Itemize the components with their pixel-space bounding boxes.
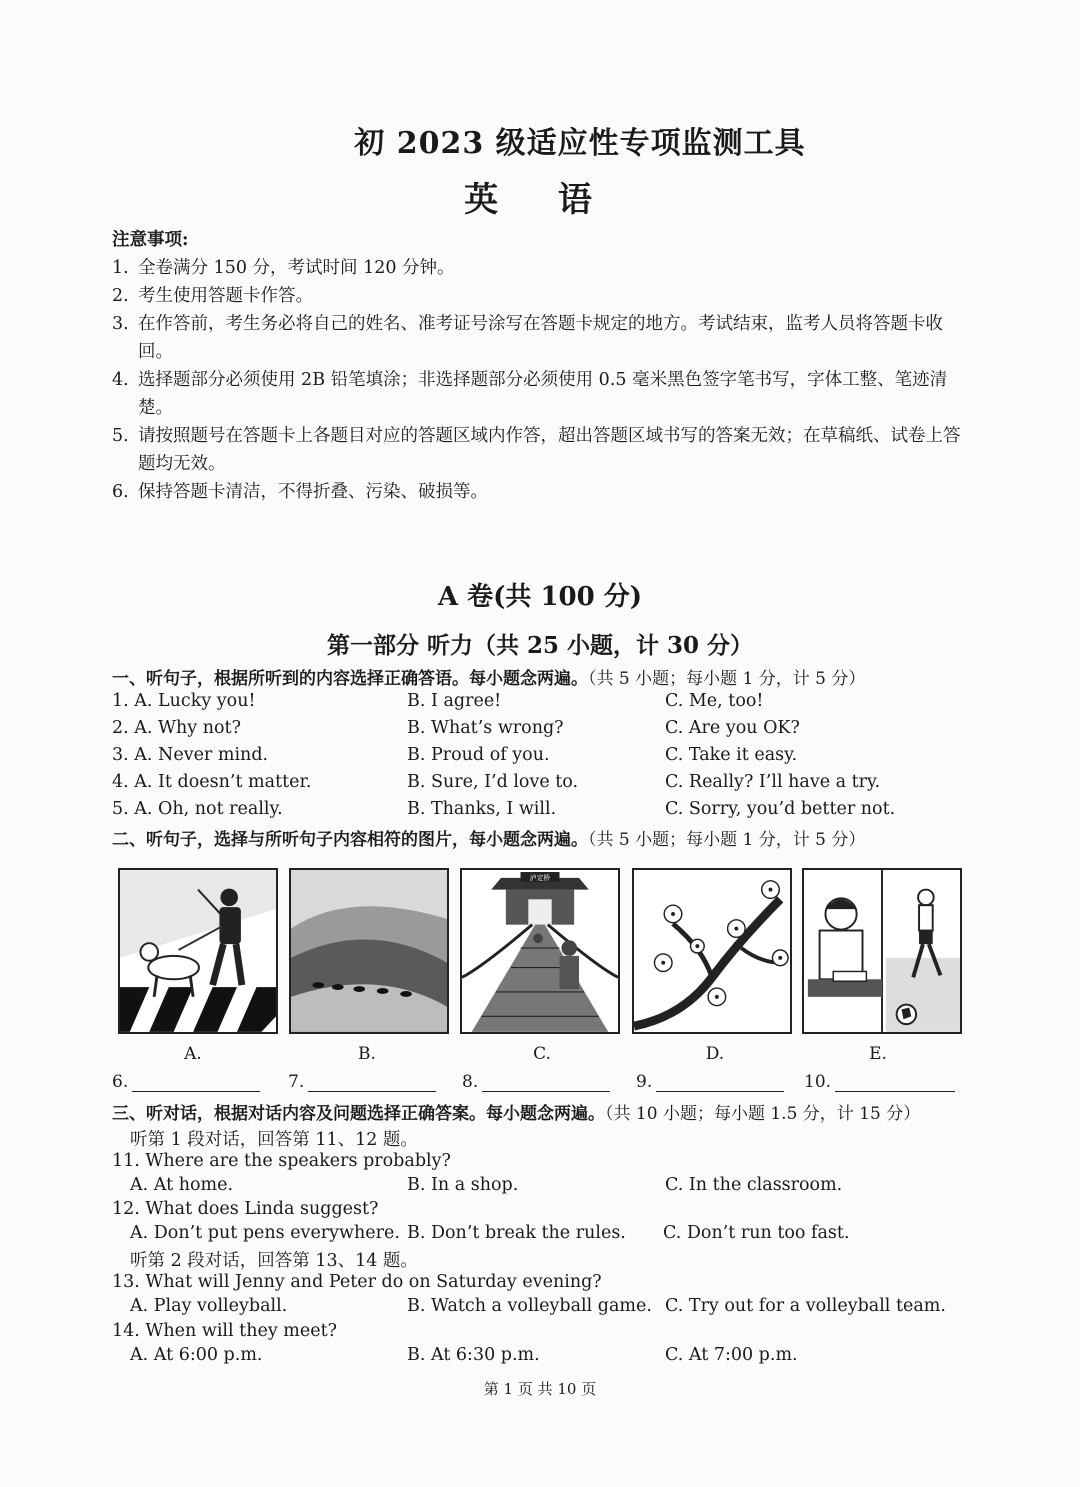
blank-line[interactable]	[482, 1075, 610, 1092]
note-item	[112, 310, 972, 366]
note-number: 3.	[112, 314, 129, 334]
note-item	[112, 478, 972, 506]
picture-c	[460, 868, 620, 1034]
bridge-gate-sign: 泸定桥	[529, 873, 551, 882]
q5-option-b: B. Thanks, I will.	[407, 799, 557, 819]
blank-number: 10.	[804, 1072, 832, 1092]
blank-number: 6.	[112, 1072, 129, 1092]
picture-e	[802, 868, 962, 1034]
q14-option-b: B. At 6:30 p.m.	[407, 1345, 540, 1365]
note-number: 6.	[112, 482, 129, 502]
q13-option-b: B. Watch a volleyball game.	[407, 1296, 652, 1316]
q4-option-b: B. Sure, I’d love to.	[407, 772, 579, 792]
note-number: 1.	[112, 258, 129, 278]
notes-block	[112, 226, 972, 506]
q12-stem: 12. What does Linda suggest?	[112, 1199, 379, 1219]
note-number: 2.	[112, 286, 129, 306]
part1-title: 第一部分 听力（共 25 小题，计 30 分）	[326, 632, 754, 659]
blank-number: 9.	[636, 1072, 653, 1092]
picture-d	[632, 868, 792, 1034]
answer-blank-10[interactable]	[804, 1072, 955, 1092]
q3-option-a: 3. A. Never mind.	[112, 745, 269, 765]
section1-instruction	[112, 664, 865, 689]
plum-blossom-illustration	[634, 870, 790, 1032]
dialog1-note: 听第 1 段对话，回答第 11、12 题。	[130, 1130, 418, 1150]
note-number: 5.	[112, 426, 129, 446]
page-number: 第 1 页 共 10 页	[483, 1380, 597, 1398]
note-item	[112, 282, 972, 310]
picture-b	[289, 868, 449, 1034]
note-text: 选择题部分必须使用 2B 铅笔填涂；非选择题部分必须使用 0.5 毫米黑色签字笔书写，字体工整、笔迹清楚。	[138, 370, 948, 418]
q13-option-a: A. Play volleyball.	[130, 1296, 288, 1316]
q12-option-a: A. Don’t put pens everywhere.	[130, 1223, 400, 1243]
picture-label-a: A.	[184, 1044, 202, 1064]
dialog2-note: 听第 2 段对话，回答第 13、14 题。	[130, 1251, 418, 1271]
blank-number: 8.	[462, 1072, 479, 1092]
answer-blank-9[interactable]	[636, 1072, 784, 1092]
q3-option-c: C. Take it easy.	[665, 745, 798, 765]
note-text: 在作答前，考生务必将自己的姓名、准考证号涂写在答题卡规定的地方。考试结束，监考人员将答题卡收回。	[138, 314, 943, 362]
q4-option-c: C. Really? I’ll have a try.	[665, 772, 881, 792]
picture-label-c: C.	[533, 1044, 551, 1064]
q14-stem: 14. When will they meet?	[112, 1321, 338, 1341]
section3-instruction	[112, 1099, 920, 1124]
score-note: （共 5 小题；每小题 1 分，计 5 分）	[588, 830, 866, 850]
q4-option-a: 4. A. It doesn’t matter.	[112, 772, 312, 792]
blank-line[interactable]	[308, 1075, 436, 1092]
note-item	[112, 422, 972, 478]
q2-option-a: 2. A. Why not?	[112, 718, 241, 738]
q1-option-b: B. I agree!	[407, 691, 502, 711]
section2-instruction	[112, 825, 865, 850]
note-text: 保持答题卡清洁，不得折叠、污染、破损等。	[138, 482, 488, 502]
q12-option-c: C. Don’t run too fast.	[663, 1223, 850, 1243]
answer-blank-8[interactable]	[462, 1072, 610, 1092]
blank-line[interactable]	[835, 1075, 955, 1092]
answer-blank-7[interactable]	[288, 1072, 436, 1092]
q5-option-a: 5. A. Oh, not really.	[112, 799, 283, 819]
q1-option-a: 1. A. Lucky you!	[112, 691, 256, 711]
blank-line[interactable]	[132, 1075, 260, 1092]
picture-a	[118, 868, 278, 1034]
note-text: 全卷满分 150 分，考试时间 120 分钟。	[138, 258, 455, 278]
subject-title: 英 语	[464, 180, 616, 220]
desert-camels-illustration	[291, 870, 447, 1032]
q11-option-a: A. At home.	[130, 1175, 234, 1195]
guide-dog-illustration	[120, 870, 276, 1032]
instruction-text: 三、听对话，根据对话内容及问题选择正确答案。每小题念两遍。	[112, 1104, 605, 1124]
q3-option-b: B. Proud of you.	[407, 745, 550, 765]
q5-option-c: C. Sorry, you’d better not.	[665, 799, 896, 819]
note-item	[112, 254, 972, 282]
blank-number: 7.	[288, 1072, 305, 1092]
instruction-text: 二、听句子，选择与所听句子内容相符的图片，每小题念两遍。	[112, 830, 588, 850]
q2-option-c: C. Are you OK?	[665, 718, 800, 738]
q14-option-c: C. At 7:00 p.m.	[665, 1345, 798, 1365]
instruction-text: 一、听句子，根据所听到的内容选择正确答语。每小题念两遍。	[112, 669, 588, 689]
q2-option-b: B. What’s wrong?	[407, 718, 564, 738]
note-item	[112, 366, 972, 422]
note-text: 考生使用答题卡作答。	[138, 286, 313, 306]
section-a-title: A 卷(共 100 分)	[437, 582, 643, 612]
study-and-soccer-illustration	[804, 870, 960, 1032]
score-note: （共 5 小题；每小题 1 分，计 5 分）	[588, 669, 866, 689]
answer-blank-6[interactable]	[112, 1072, 260, 1092]
picture-label-d: D.	[705, 1044, 725, 1064]
chain-bridge-illustration	[462, 870, 618, 1032]
q11-option-b: B. In a shop.	[407, 1175, 519, 1195]
picture-label-b: B.	[358, 1044, 376, 1064]
exam-title: 初 2023 级适应性专项监测工具	[354, 126, 806, 161]
score-note: （共 10 小题；每小题 1.5 分，计 15 分）	[605, 1104, 921, 1124]
blank-line[interactable]	[656, 1075, 784, 1092]
q13-stem: 13. What will Jenny and Peter do on Saturday evening?	[112, 1272, 602, 1292]
picture-label-e: E.	[869, 1044, 887, 1064]
q11-stem: 11. Where are the speakers probably?	[112, 1151, 451, 1171]
note-text: 请按照题号在答题卡上各题目对应的答题区域内作答，超出答题区域书写的答案无效；在草稿纸、试卷上答题均无效。	[138, 426, 961, 474]
q13-option-c: C. Try out for a volleyball team.	[665, 1296, 946, 1316]
q11-option-c: C. In the classroom.	[665, 1175, 843, 1195]
q14-option-a: A. At 6:00 p.m.	[130, 1345, 263, 1365]
note-number: 4.	[112, 370, 129, 390]
notes-heading: 注意事项:	[112, 230, 189, 250]
q1-option-c: C. Me, too!	[665, 691, 764, 711]
q12-option-b: B. Don’t break the rules.	[407, 1223, 626, 1243]
